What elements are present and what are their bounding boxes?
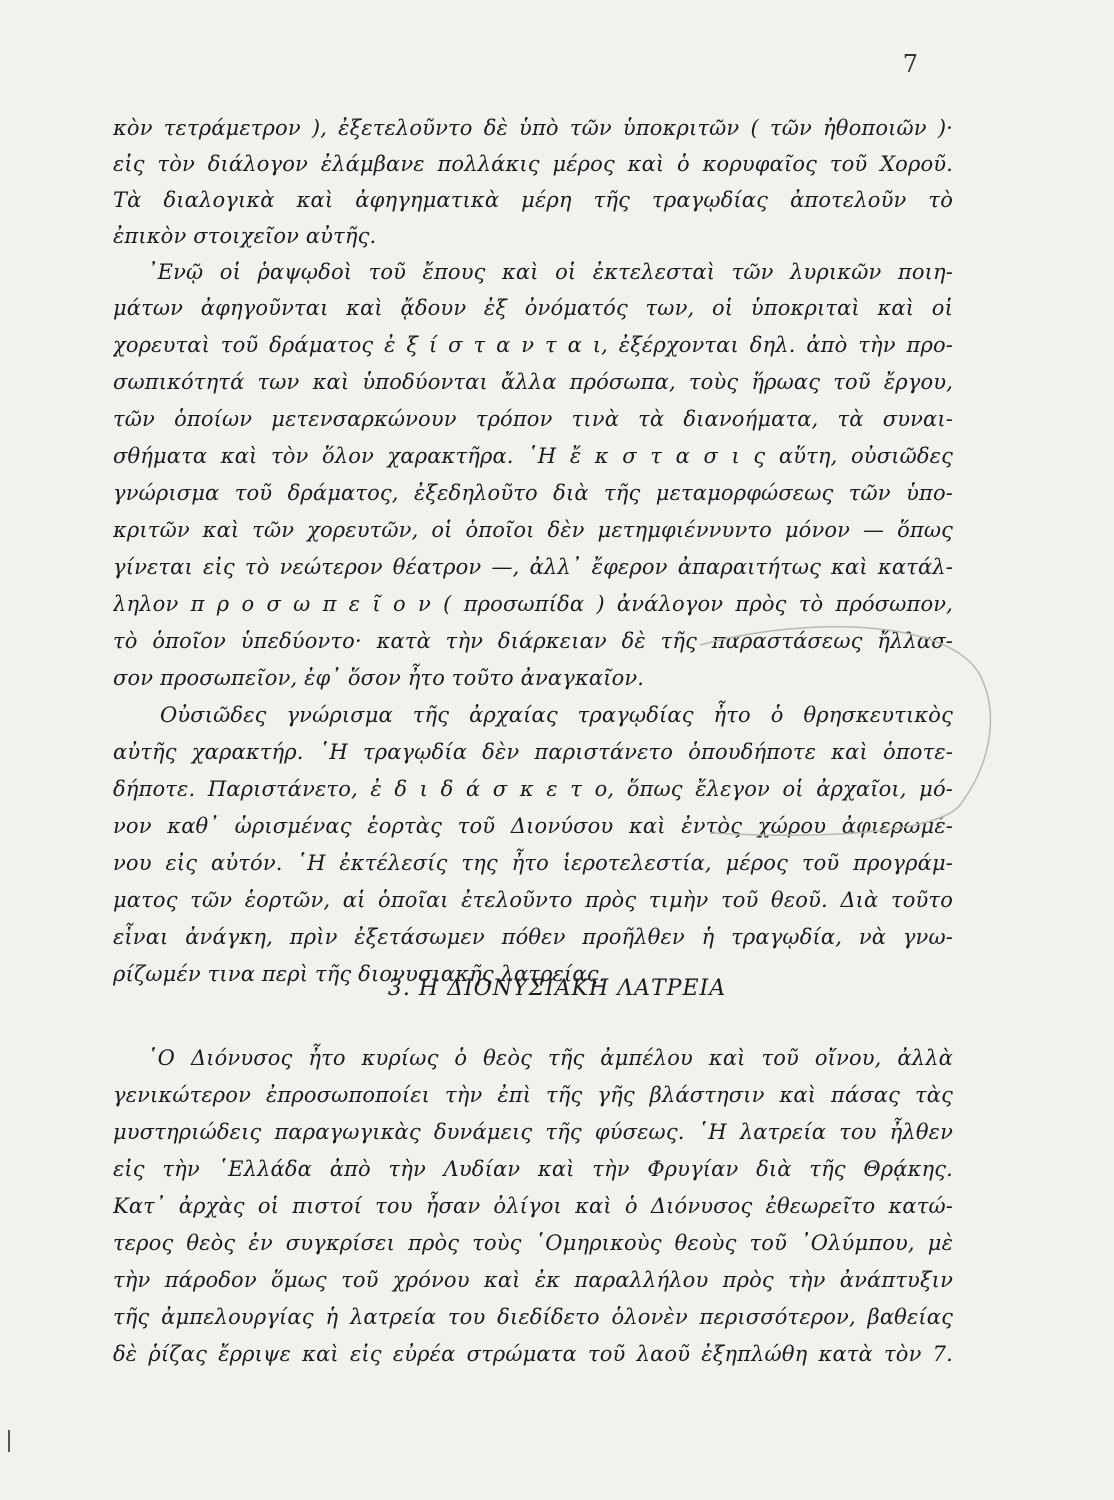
- page-number: 7: [902, 50, 918, 78]
- text-line: Οὐσιῶδες γνώρισμα τῆς ἀρχαίας τραγῳδίας ἦτο ὁ θρησκευτικὸς: [160, 703, 953, 727]
- text-line: γενικώτερον ἐπροσωποποίει τὴν ἐπὶ τῆς γῆς βλάστησιν καὶ πάσας τὰς: [113, 1083, 953, 1107]
- text-line: ληλον π ρ ο σ ω π ε ῖ ο ν ( προσωπίδα ) ἀνάλογον πρὸς τὸ πρόσωπον,: [113, 592, 953, 616]
- text-line: μάτων ἀφηγοῦνται καὶ ᾄδουν ἐξ ὀνόματός των, οἱ ὑποκριταὶ καὶ οἱ: [113, 296, 953, 320]
- text-line: Τὰ διαλογικὰ καὶ ἀφηγηματικὰ μέρη τῆς τραγῳδίας ἀποτελοῦν τὸ: [113, 188, 953, 212]
- text-line: κὸν τετράμετρον ), ἐξετελοῦντο δὲ ὑπὸ τῶν ὑποκριτῶν ( τῶν ἠθοποιῶν )·: [113, 116, 953, 140]
- text-line: ᾿Ενῷ οἱ ῥαψῳδοὶ τοῦ ἔπους καὶ οἱ ἐκτελεσταὶ τῶν λυρικῶν ποιη-: [147, 260, 953, 284]
- text-line: Κατ᾽ ἀρχὰς οἱ πιστοί του ἦσαν ὀλίγοι καὶ ὁ Διόνυσος ἐθεωρεῖτο κατώ-: [113, 1194, 953, 1218]
- text-line: τῆς ἀμπελουργίας ἡ λατρεία του διεδίδετο ὁλονὲν περισσότερον, βαθείας: [113, 1305, 953, 1329]
- text-line: ματος τῶν ἑορτῶν, αἱ ὁποῖαι ἐτελοῦντο πρὸς τιμὴν τοῦ θεοῦ. Διὰ τοῦτο: [113, 888, 953, 912]
- text-line: ἐπικὸν στοιχεῖον αὐτῆς.: [113, 224, 377, 248]
- text-line: τῶν ὁποίων μετενσαρκώνουν τρόπον τινὰ τὰ διανοήματα, τὰ συναι-: [113, 407, 953, 431]
- text-line: δὲ ῥίζας ἔρριψε καὶ εἰς εὐρέα στρώματα τοῦ λαοῦ ἐξηπλώθη κατὰ τὸν 7.: [113, 1342, 953, 1366]
- text-line: κριτῶν καὶ τῶν χορευτῶν, οἱ ὁποῖοι δὲν μετημφιέννυντο μόνον — ὅπως: [113, 518, 953, 542]
- text-line: ῾Ο Διόνυσος ἦτο κυρίως ὁ θεὸς τῆς ἀμπέλου καὶ τοῦ οἴνου, ἀλλὰ: [147, 1046, 953, 1070]
- scan-edge-mark: [8, 1430, 10, 1452]
- text-line: σον προσωπεῖον, ἐφ᾽ ὅσον ἦτο τοῦτο ἀναγκαῖον.: [113, 666, 645, 690]
- text-line: εἰς τὸν διάλογον ἐλάμβανε πολλάκις μέρος καὶ ὁ κορυφαῖος τοῦ Χοροῦ.: [113, 152, 953, 176]
- text-line: χορευταὶ τοῦ δράματος ἐ ξ ί σ τ α ν τ α ι, ἐξέρχονται δηλ. ἀπὸ τὴν προ-: [113, 333, 953, 357]
- text-line: σωπικότητά των καὶ ὑποδύονται ἄλλα πρόσωπα, τοὺς ἥρωας τοῦ ἔργου,: [113, 370, 953, 394]
- section-heading: 3. Η ΔΙΟΝΥΣΙΑΚΗ ΛΑΤΡΕΙΑ: [387, 976, 727, 1001]
- text-line: εἰς τὴν ῾Ελλάδα ἀπὸ τὴν Λυδίαν καὶ τὴν Φρυγίαν διὰ τῆς Θρᾴκης.: [113, 1157, 953, 1181]
- text-line: μυστηριώδεις παραγωγικὰς δυνάμεις τῆς φύσεως. ῾Η λατρεία του ἦλθεν: [113, 1120, 953, 1144]
- text-line: εἶναι ἀνάγκη, πρὶν ἐξετάσωμεν πόθεν προῆλθεν ἡ τραγῳδία, νὰ γνω-: [113, 925, 953, 949]
- text-line: σθήματα καὶ τὸν ὅλον χαρακτῆρα. ῾Η ἔ κ σ τ α σ ι ς αὕτη, οὐσιῶδες: [113, 444, 953, 468]
- text-line: γνώρισμα τοῦ δράματος, ἐξεδηλοῦτο διὰ τῆς μεταμορφώσεως τῶν ὑπο-: [113, 481, 953, 505]
- text-line: δήποτε. Παριστάνετο, ἐ δ ι δ ά σ κ ε τ ο, ὅπως ἔλεγον οἱ ἀρχαῖοι, μό-: [113, 777, 953, 801]
- text-line: γίνεται εἰς τὸ νεώτερον θέατρον —, ἀλλ᾽ ἔφερον ἀπαραιτήτως καὶ κατάλ-: [113, 555, 953, 579]
- text-line: τὸ ὁποῖον ὑπεδύοντο· κατὰ τὴν διάρκειαν δὲ τῆς παραστάσεως ἤλλασ-: [113, 629, 953, 653]
- text-line: νον καθ᾽ ὡρισμένας ἑορτὰς τοῦ Διονύσου καὶ ἐντὸς χώρου ἀφιερωμέ-: [113, 814, 953, 838]
- text-line: νου εἰς αὐτόν. ῾Η ἐκτέλεσίς της ἦτο ἱεροτελεστία, μέρος τοῦ προγράμ-: [113, 851, 953, 875]
- text-line: τερος θεὸς ἐν συγκρίσει πρὸς τοὺς ῾Ομηρικοὺς θεοὺς τοῦ ᾿Ολύμπου, μὲ: [113, 1231, 953, 1255]
- text-line: τὴν πάροδον ὅμως τοῦ χρόνου καὶ ἐκ παραλλήλου πρὸς τὴν ἀνάπτυξιν: [113, 1268, 953, 1292]
- text-line: ρίζωμέν τινα περὶ τῆς διονυσιακῆς λατρείας.: [113, 962, 606, 986]
- text-line: αὐτῆς χαρακτήρ. ῾Η τραγῳδία δὲν παριστάνετο ὁπουδήποτε καὶ ὁποτε-: [113, 740, 953, 764]
